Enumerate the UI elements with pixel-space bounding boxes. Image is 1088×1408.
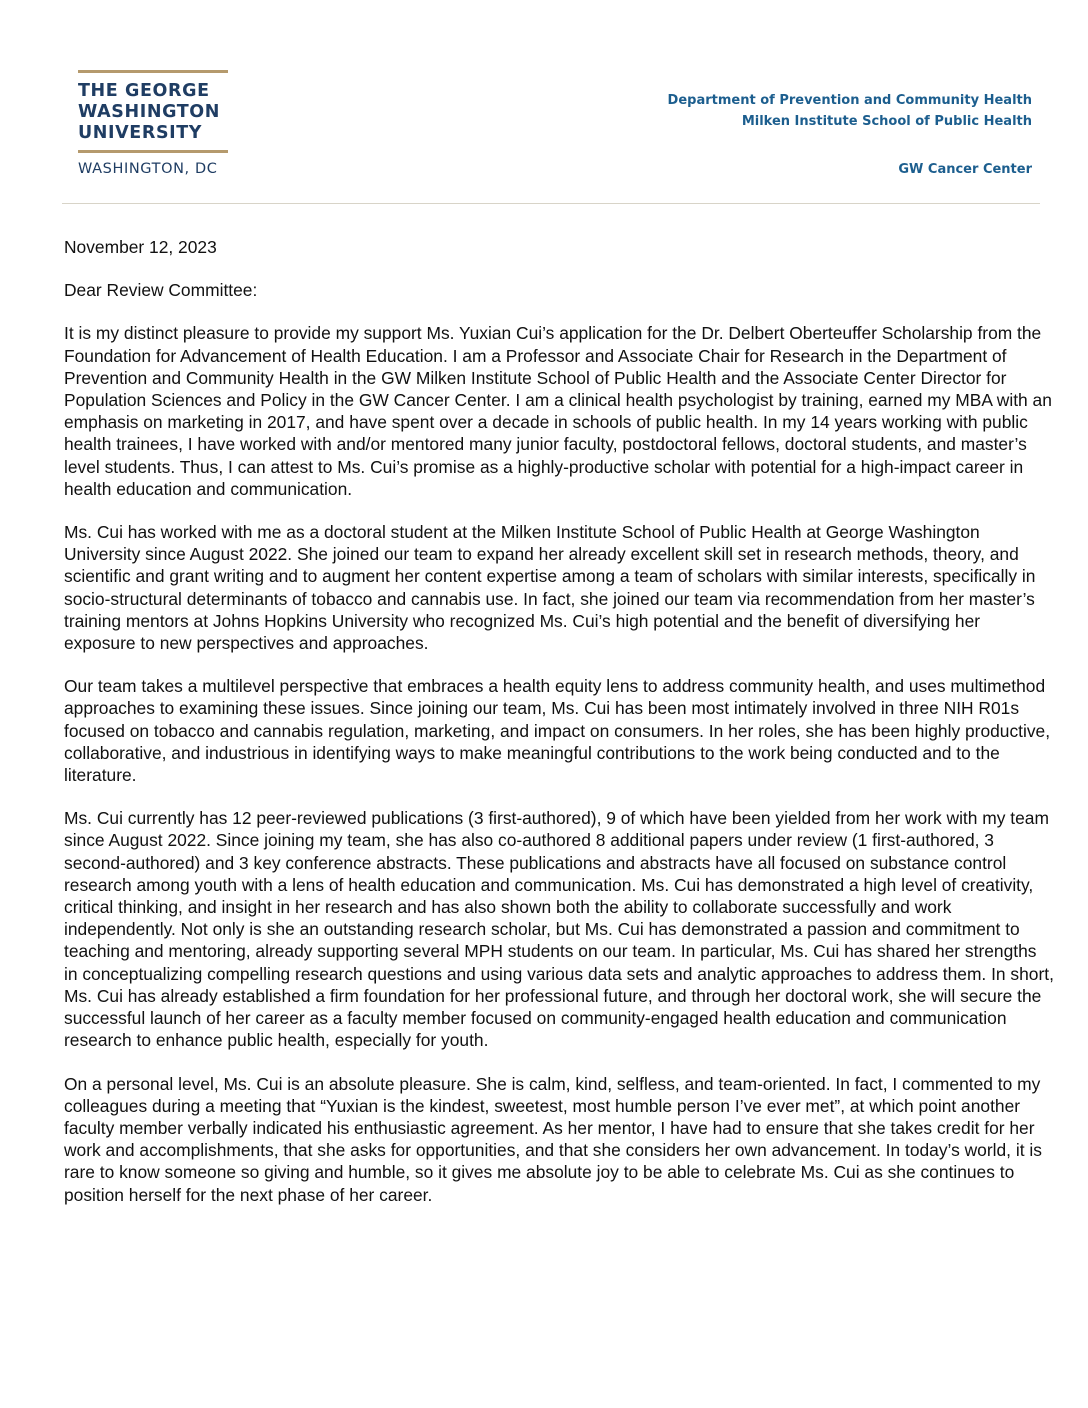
- letter-paragraph: Ms. Cui currently has 12 peer-reviewed publications (3 first-authored), 9 of which have been yielded from her work with my team since August 2022. Since joining my team, she has also co-authored 8 additional papers under review (1 first-authored, 3 second-authored) and 3 key conference abstracts. These publications and abstracts have all focused on substance control research among youth with a lens of health education and communication. Ms. Cui has demonstrated a high level of creativity, critical thinking, and insight in her research and has also shown both the ability to collaborate successfully and work independently. Not only is she an outstanding research scholar, but Ms. Cui has demonstrated a passion and commitment to teaching and mentoring, already supporting several MPH students on our team. In particular, Ms. Cui has shared her strengths in conceptualizing compelling research questions and using various data sets and analytic approaches to address them. In short, Ms. Cui has already established a firm foundation for her professional future, and through her doctoral work, she will secure the successful launch of her career as a faculty member focused on community-engaged health education and communication research to enhance public health, especially for youth.: [64, 808, 1054, 1051]
- letter-date: November 12, 2023: [64, 237, 217, 257]
- logo-top-bar: [78, 70, 228, 73]
- logo-line-3: UNIVERSITY: [78, 123, 203, 143]
- department-name: Department of Prevention and Community Health: [667, 93, 1032, 108]
- logo-line-1: THE GEORGE: [78, 81, 210, 101]
- letter-paragraph: Ms. Cui has worked with me as a doctoral student at the Milken Institute School of Public Health at George Washington University since August 2022. She joined our team to expand her already excellent skill set in research methods, theory, and scientific and grant writing and to augment her content expertise among a team of scholars with similar interests, specifically in socio-structural determinants of tobacco and cannabis use. In fact, she joined our team via recommendation from her master’s training mentors at Johns Hopkins University who recognized Ms. Cui’s high potential and the benefit of diversifying her exposure to new perspectives and approaches.: [64, 522, 1036, 654]
- logo-line-2: WASHINGTON: [78, 102, 220, 122]
- letter-paragraph: It is my distinct pleasure to provide my support Ms. Yuxian Cui’s application for the Dr. Delbert Oberteuffer Scholarship from the Foundation for Advancement of Health Education. I am a Professor and Associate Chair for Research in the Department of Prevention and Community Health in the GW Milken Institute School of Public Health and the Associate Center Director for Population Sciences and Policy in the GW Cancer Center. I am a clinical health psychologist by training, earned my MBA with an emphasis on marketing in 2017, and have spent over a decade in schools of public health. In my 14 years working with public health trainees, I have worked with and/or mentored many junior faculty, postdoctoral fellows, doctoral students, and master’s level students. Thus, I can attest to Ms. Cui’s promise as a highly-productive scholar with potential for a high-impact career in health education and communication.: [64, 323, 1052, 499]
- school-name: Milken Institute School of Public Health: [741, 114, 1032, 129]
- university-logo: [78, 70, 228, 177]
- letter-paragraph: On a personal level, Ms. Cui is an absolute pleasure. She is calm, kind, selfless, and team-oriented. In fact, I commented to my colleagues during a meeting that “Yuxian is the kindest, sweetest, most humble person I’ve ever met”, at which point another faculty member verbally indicated his enthusiastic agreement. As her mentor, I have had to ensure that she takes credit for her work and accomplishments, that she asks for opportunities, and that she considers her own advancement. In today’s world, it is rare to know someone so giving and humble, so it gives me absolute joy to be able to celebrate Ms. Cui as she continues to position herself for the next phase of her career.: [64, 1073, 1042, 1205]
- letterhead-affiliations: [668, 90, 1032, 180]
- logo-bottom-bar: [78, 150, 228, 153]
- letter-body: [64, 236, 1054, 1227]
- center-name: GW Cancer Center: [898, 162, 1032, 177]
- letter-salutation: Dear Review Committee:: [64, 280, 258, 301]
- header-divider: [62, 203, 1040, 204]
- logo-city: WASHINGTON, DC: [78, 161, 218, 177]
- letter-paragraph: Our team takes a multilevel perspective that embraces a health equity lens to address community health, and uses multimethod approaches to examining these issues. Since joining our team, Ms. Cui has been most intimately involved in three NIH R01s focused on tobacco and cannabis regulation, marketing, and impact on consumers. In her roles, she has been highly productive, collaborative, and industrious in identifying ways to make meaningful contributions to the work being conducted and to the literature.: [64, 676, 1051, 786]
